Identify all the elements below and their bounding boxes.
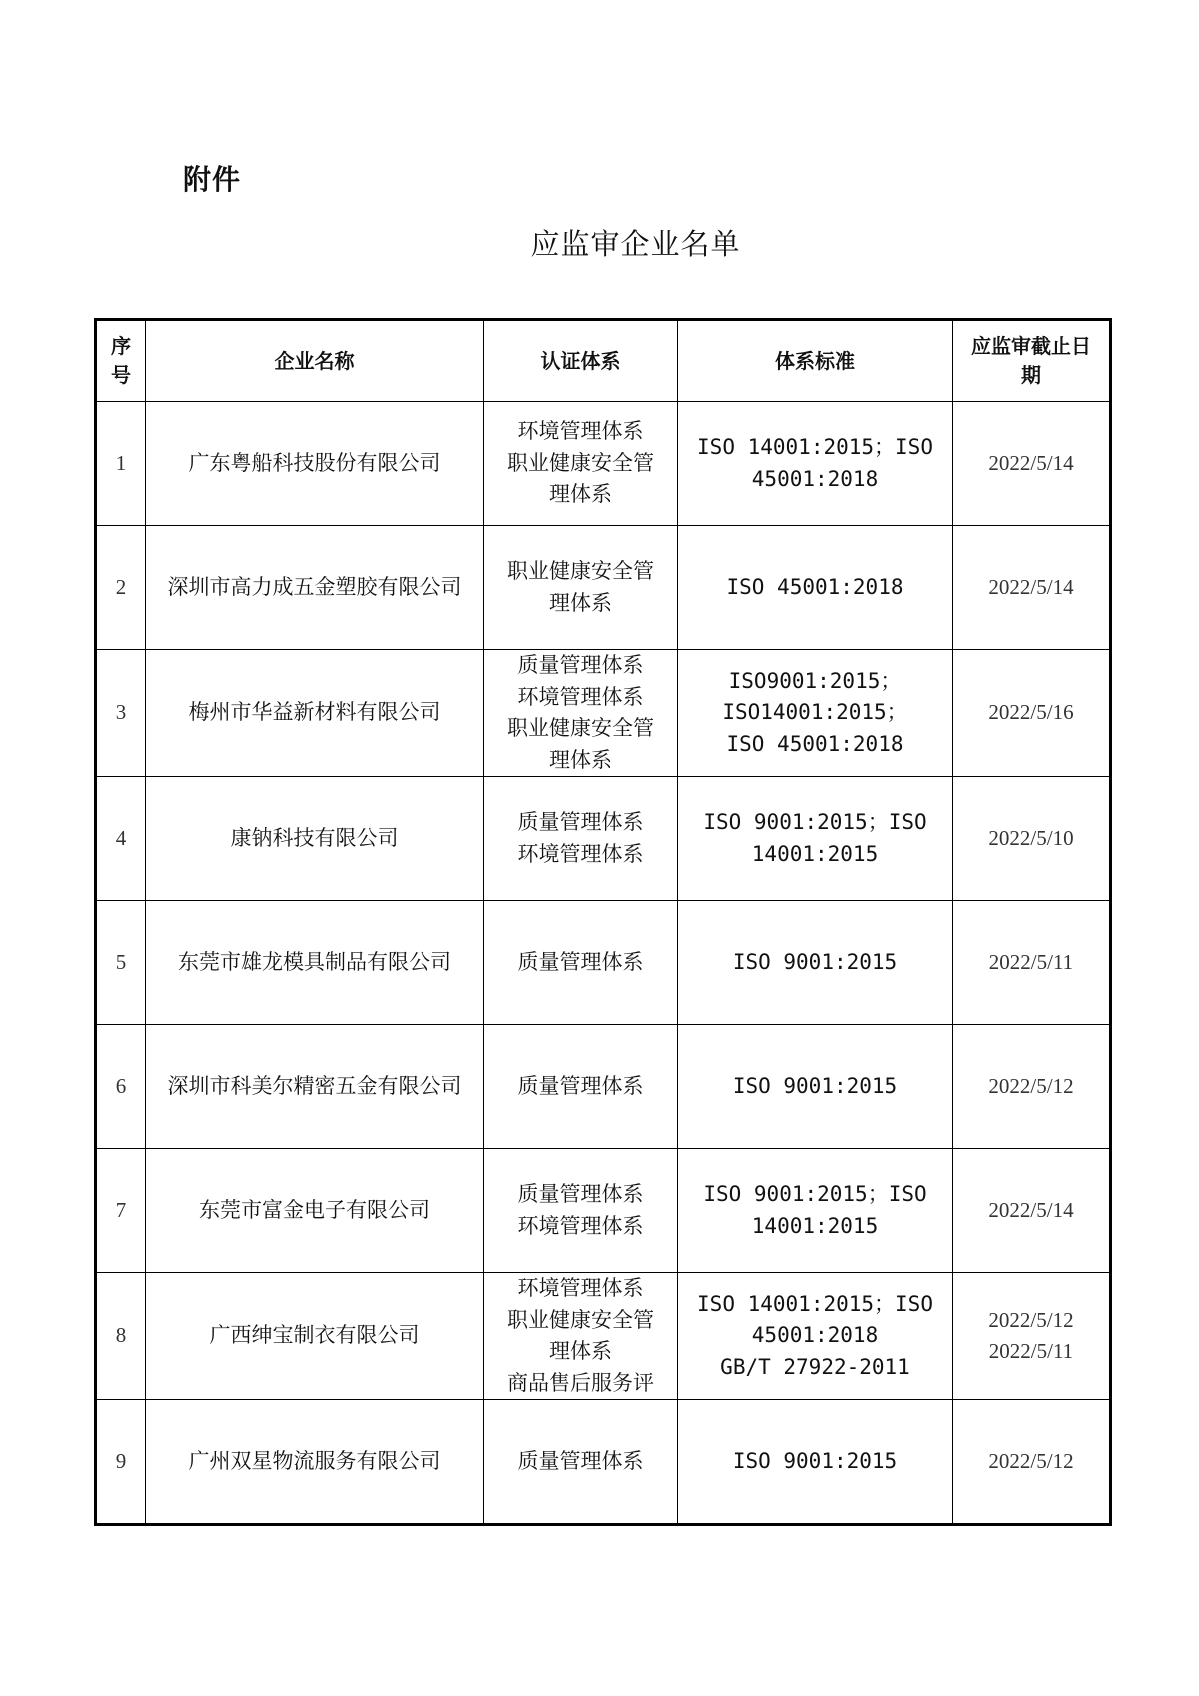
cell-deadline-line: 2022/5/14 [988,1197,1074,1222]
table-row [96,777,1111,901]
cell-certification-line: 环境管理体系 [517,1276,644,1300]
document-title: 应监审企业名单 [530,227,741,261]
cell-certification-line: 环境管理体系 [517,419,644,444]
table-row [96,1025,1111,1149]
cell-seq: 8 [96,1273,146,1400]
cell-company-name: 深圳市高力成五金塑胶有限公司 [146,526,484,650]
cell-standard-line: ISO 9001:2015；ISO [703,810,927,834]
cell-deadline [953,1273,1111,1400]
cell-deadline [953,526,1111,650]
table-body [96,402,1111,1525]
cell-seq: 5 [96,901,146,1025]
cell-deadline [953,1149,1111,1273]
cell-certification-line: 质量管理体系 [517,653,644,677]
cell-deadline-line: 2022/5/14 [988,574,1074,599]
cell-seq: 7 [96,1149,146,1273]
cell-standard-line: ISO 9001:2015；ISO [703,1182,927,1206]
header-deadline-line: 应监审截止日 [971,334,1091,358]
cell-standard [678,1273,953,1400]
cell-deadline-line: 2022/5/10 [988,825,1074,850]
cell-certification-line: 环境管理体系 [517,684,644,709]
cell-certification-line: 环境管理体系 [517,1213,644,1238]
cell-certification [484,1273,678,1400]
cell-certification-line: 理体系 [549,482,612,507]
cell-company-name: 东莞市雄龙模具制品有限公司 [146,901,484,1025]
cell-certification-line: 理体系 [549,590,612,615]
cell-certification [484,901,678,1025]
cell-deadline-line: 2022/5/12 [988,1448,1074,1473]
cell-standard-line: ISO 14001:2015；ISO [697,435,933,459]
cell-standard [678,1025,953,1149]
table-row [96,1400,1111,1525]
cell-deadline [953,1400,1111,1525]
cell-seq: 9 [96,1400,146,1525]
cell-deadline [953,650,1111,777]
cell-standard [678,901,953,1025]
cell-standard-line: ISO 14001:2015；ISO [697,1291,933,1316]
table-row [96,402,1111,526]
cell-deadline-line: 2022/5/16 [988,700,1074,725]
cell-deadline-line: 2022/5/11 [988,1339,1074,1363]
cell-certification-line: 质量管理体系 [517,1448,644,1473]
company-table [94,318,1112,1526]
cell-seq: 3 [96,650,146,777]
cell-company-name: 东莞市富金电子有限公司 [146,1149,484,1273]
header-seq-line: 号 [111,363,131,387]
header-certification: 认证体系 [484,320,678,402]
cell-deadline [953,1025,1111,1149]
cell-company-name: 梅州市华益新材料有限公司 [146,650,484,777]
cell-deadline-line: 2022/5/12 [988,1307,1074,1332]
cell-seq: 6 [96,1025,146,1149]
cell-standard-line: 14001:2015 [751,1213,879,1238]
cell-deadline [953,777,1111,901]
cell-standard-line: ISO14001:2015； [722,700,908,725]
cell-standard-line: 14001:2015 [751,841,879,866]
cell-standard [678,1400,953,1525]
cell-certification [484,1149,678,1273]
header-standard: 体系标准 [678,320,953,402]
cell-seq: 4 [96,777,146,901]
cell-deadline-line: 2022/5/12 [988,1073,1074,1098]
attachment-label: 附件 [183,163,242,196]
cell-deadline [953,402,1111,526]
cell-certification-line: 职业健康安全管 [507,716,654,740]
cell-seq: 2 [96,526,146,650]
cell-company-name: 深圳市科美尔精密五金有限公司 [146,1025,484,1149]
cell-standard-line: ISO 9001:2015 [732,1073,898,1098]
cell-standard-line: ISO 45001:2018 [726,574,904,599]
header-seq [96,320,146,402]
cell-standard-line: ISO9001:2015； [728,668,902,693]
table-row [96,1273,1111,1400]
cell-standard [678,526,953,650]
cell-certification [484,650,678,777]
header-seq-line: 序 [111,334,131,358]
cell-certification-line: 职业健康安全管 [507,559,654,583]
cell-certification-line: 职业健康安全管 [507,450,654,475]
cell-standard-line: ISO 45001:2018 [726,731,904,756]
cell-company-name: 广州双星物流服务有限公司 [146,1400,484,1525]
cell-company-name: 康钠科技有限公司 [146,777,484,901]
cell-certification-line: 理体系 [549,747,612,772]
cell-certification [484,402,678,526]
table-row [96,650,1111,777]
cell-standard [678,402,953,526]
header-deadline [953,320,1111,402]
cell-certification-line: 商品售后服务评 [507,1370,654,1395]
header-company-name: 企业名称 [146,320,484,402]
header-deadline-line: 期 [1021,363,1041,387]
cell-standard-line: ISO 9001:2015 [732,949,898,974]
cell-certification-line: 职业健康安全管 [507,1307,654,1332]
cell-standard-line: 45001:2018 [751,466,879,491]
cell-standard-line: 45001:2018 [751,1323,879,1348]
cell-standard [678,650,953,777]
cell-certification-line: 环境管理体系 [517,841,644,866]
cell-certification [484,1400,678,1525]
cell-standard [678,1149,953,1273]
cell-certification [484,1025,678,1149]
cell-standard-line: ISO 9001:2015 [732,1448,898,1473]
cell-deadline [953,901,1111,1025]
cell-certification-line: 质量管理体系 [517,1182,644,1206]
cell-company-name: 广东粤船科技股份有限公司 [146,402,484,526]
cell-standard-line: GB/T 27922-2011 [720,1354,910,1379]
table-row [96,526,1111,650]
table-row [96,901,1111,1025]
cell-deadline-line: 2022/5/14 [988,450,1074,475]
table-row [96,1149,1111,1273]
cell-certification-line: 质量管理体系 [517,1073,644,1098]
cell-seq: 1 [96,402,146,526]
table-header-row [96,320,1111,402]
cell-company-name: 广西绅宝制衣有限公司 [146,1273,484,1400]
cell-certification [484,526,678,650]
cell-certification-line: 质量管理体系 [517,949,644,974]
cell-standard [678,777,953,901]
cell-certification [484,777,678,901]
cell-certification-line: 质量管理体系 [517,810,644,834]
cell-certification-line: 理体系 [549,1339,612,1363]
cell-deadline-line: 2022/5/11 [988,949,1074,974]
